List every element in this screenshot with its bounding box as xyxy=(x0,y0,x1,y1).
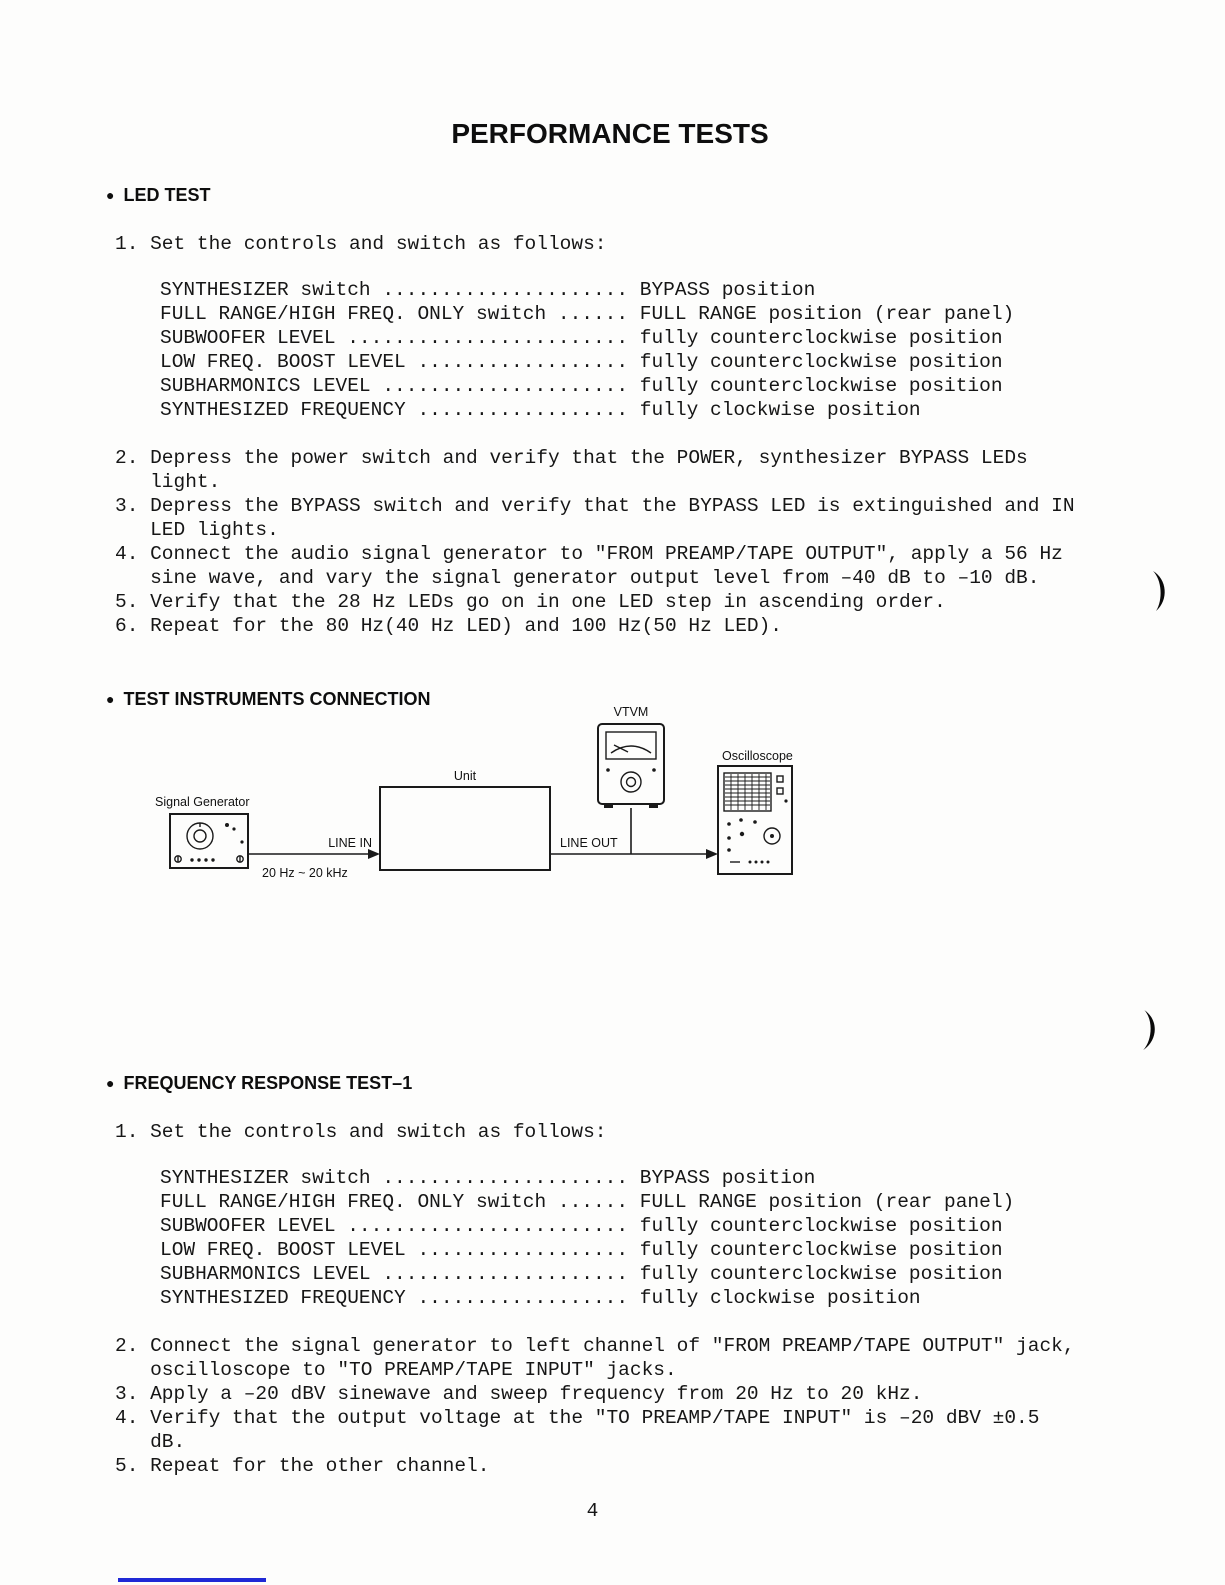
bullet-icon: ● xyxy=(106,1075,115,1091)
bullet-icon: ● xyxy=(106,691,115,707)
numbered-step xyxy=(115,232,1195,256)
numbered-step-list xyxy=(115,446,1195,638)
arrow-right-icon xyxy=(368,849,380,859)
control-settings-list xyxy=(160,278,1195,422)
setting-line: SYNTHESIZER switch ..................... BYPASS position xyxy=(160,1167,816,1189)
signal-generator xyxy=(155,795,250,868)
setting-line: SYNTHESIZED FREQUENCY .................. fully clockwise position xyxy=(160,1287,921,1309)
setting-line: SUBWOOFER LEVEL ........................ fully counterclockwise position xyxy=(160,1215,1003,1237)
scan-artifact-mark xyxy=(1150,570,1176,617)
scan-artifact-mark xyxy=(1136,1009,1169,1059)
section-heading-frequency-response xyxy=(106,1072,1195,1094)
numbered-step xyxy=(115,1406,1195,1454)
setting-line: FULL RANGE/HIGH FREQ. ONLY switch ...... FULL RANGE position (rear panel) xyxy=(160,1191,1015,1213)
step-text: Verify that the 28 Hz LEDs go on in one LED step in ascending order. xyxy=(150,591,946,613)
numbered-step xyxy=(115,614,1195,638)
setting-line: SYNTHESIZED FREQUENCY .................. fully clockwise position xyxy=(160,399,921,421)
setting-line: SUBHARMONICS LEVEL ..................... fully counterclockwise position xyxy=(160,1263,1003,1285)
numbered-step xyxy=(115,1120,1195,1144)
step-number: 2. xyxy=(115,1335,139,1357)
section-heading-text: LED TEST xyxy=(123,185,211,205)
step-number: 4. xyxy=(115,543,139,565)
step-number: 3. xyxy=(115,1383,139,1405)
scan-artifact-blue-line xyxy=(118,1578,266,1582)
step-number: 1. xyxy=(115,233,139,255)
numbered-step xyxy=(115,446,1195,494)
oscilloscope xyxy=(718,749,793,874)
step-number: 5. xyxy=(115,591,139,613)
step-number: 1. xyxy=(115,1121,139,1143)
unit-label: Unit xyxy=(453,769,477,783)
numbered-step xyxy=(115,1382,1195,1406)
step-number: 3. xyxy=(115,495,139,517)
numbered-step xyxy=(115,590,1195,614)
step-text: Apply a –20 dBV sinewave and sweep frequency from 20 Hz to 20 kHz. xyxy=(150,1383,923,1405)
section-heading-text: TEST INSTRUMENTS CONNECTION xyxy=(123,689,431,709)
step-number: 5. xyxy=(115,1455,139,1477)
vtvm-label: VTVM xyxy=(613,705,649,719)
page-number: 4 xyxy=(586,1500,599,1522)
arrow-right-icon xyxy=(706,849,718,859)
section-heading-led-test xyxy=(106,184,1195,206)
step-text: Repeat for the other channel. xyxy=(150,1455,490,1477)
frequency-range-label: 20 Hz ~ 20 kHz xyxy=(262,866,348,880)
setting-line: SUBHARMONICS LEVEL ..................... fully counterclockwise position xyxy=(160,375,1003,397)
numbered-step xyxy=(115,494,1195,542)
step-number: 6. xyxy=(115,615,139,637)
section-heading-text: FREQUENCY RESPONSE TEST–1 xyxy=(123,1073,413,1093)
step-text: Set the controls and switch as follows: xyxy=(150,233,607,255)
line-out-connection xyxy=(550,836,718,859)
oscilloscope-screen-grid xyxy=(725,774,770,810)
line-in-connection xyxy=(248,836,380,880)
bullet-icon: ● xyxy=(106,187,115,203)
oscilloscope-label: Oscilloscope xyxy=(722,749,793,763)
step-text: Depress the power switch and verify that the POWER, synthesizer BYPASS LEDs light. xyxy=(150,447,1028,493)
unit xyxy=(380,769,550,870)
step-number: 4. xyxy=(115,1407,139,1429)
numbered-step xyxy=(115,1334,1195,1382)
numbered-step xyxy=(115,542,1195,590)
vtvm-meter xyxy=(598,705,664,854)
numbered-step xyxy=(115,1454,1195,1478)
step-text: Set the controls and switch as follows: xyxy=(150,1121,607,1143)
step-text: Connect the signal generator to left channel of "FROM PREAMP/TAPE OUTPUT" jack, oscilloscope to "TO PREAMP/TAPE INPUT" jacks. xyxy=(150,1335,1075,1381)
test-connection-diagram xyxy=(100,702,1100,907)
step-text: Repeat for the 80 Hz(40 Hz LED) and 100 Hz(50 Hz LED). xyxy=(150,615,782,637)
setting-line: SYNTHESIZER switch ..................... BYPASS position xyxy=(160,279,816,301)
line-out-label: LINE OUT xyxy=(560,836,618,850)
numbered-step-list xyxy=(115,1334,1195,1478)
step-text: Depress the BYPASS switch and verify that the BYPASS LED is extinguished and IN LED lights. xyxy=(150,495,1075,541)
line-in-label: LINE IN xyxy=(328,836,372,850)
setting-line: FULL RANGE/HIGH FREQ. ONLY switch ...... FULL RANGE position (rear panel) xyxy=(160,303,1015,325)
page-title: PERFORMANCE TESTS xyxy=(451,118,769,149)
step-text: Verify that the output voltage at the "TO PREAMP/TAPE INPUT" is –20 dBV ±0.5 dB. xyxy=(150,1407,1040,1453)
step-text: Connect the audio signal generator to "FROM PREAMP/TAPE OUTPUT", apply a 56 Hz sine wave, and vary the signal generator output level from –40 dB to –10 dB. xyxy=(150,543,1063,589)
signal-generator-label: Signal Generator xyxy=(155,795,250,809)
setting-line: SUBWOOFER LEVEL ........................ fully counterclockwise position xyxy=(160,327,1003,349)
control-settings-list xyxy=(160,1166,1195,1310)
setting-line: LOW FREQ. BOOST LEVEL .................. fully counterclockwise position xyxy=(160,1239,1003,1261)
step-number: 2. xyxy=(115,447,139,469)
setting-line: LOW FREQ. BOOST LEVEL .................. fully counterclockwise position xyxy=(160,351,1003,373)
